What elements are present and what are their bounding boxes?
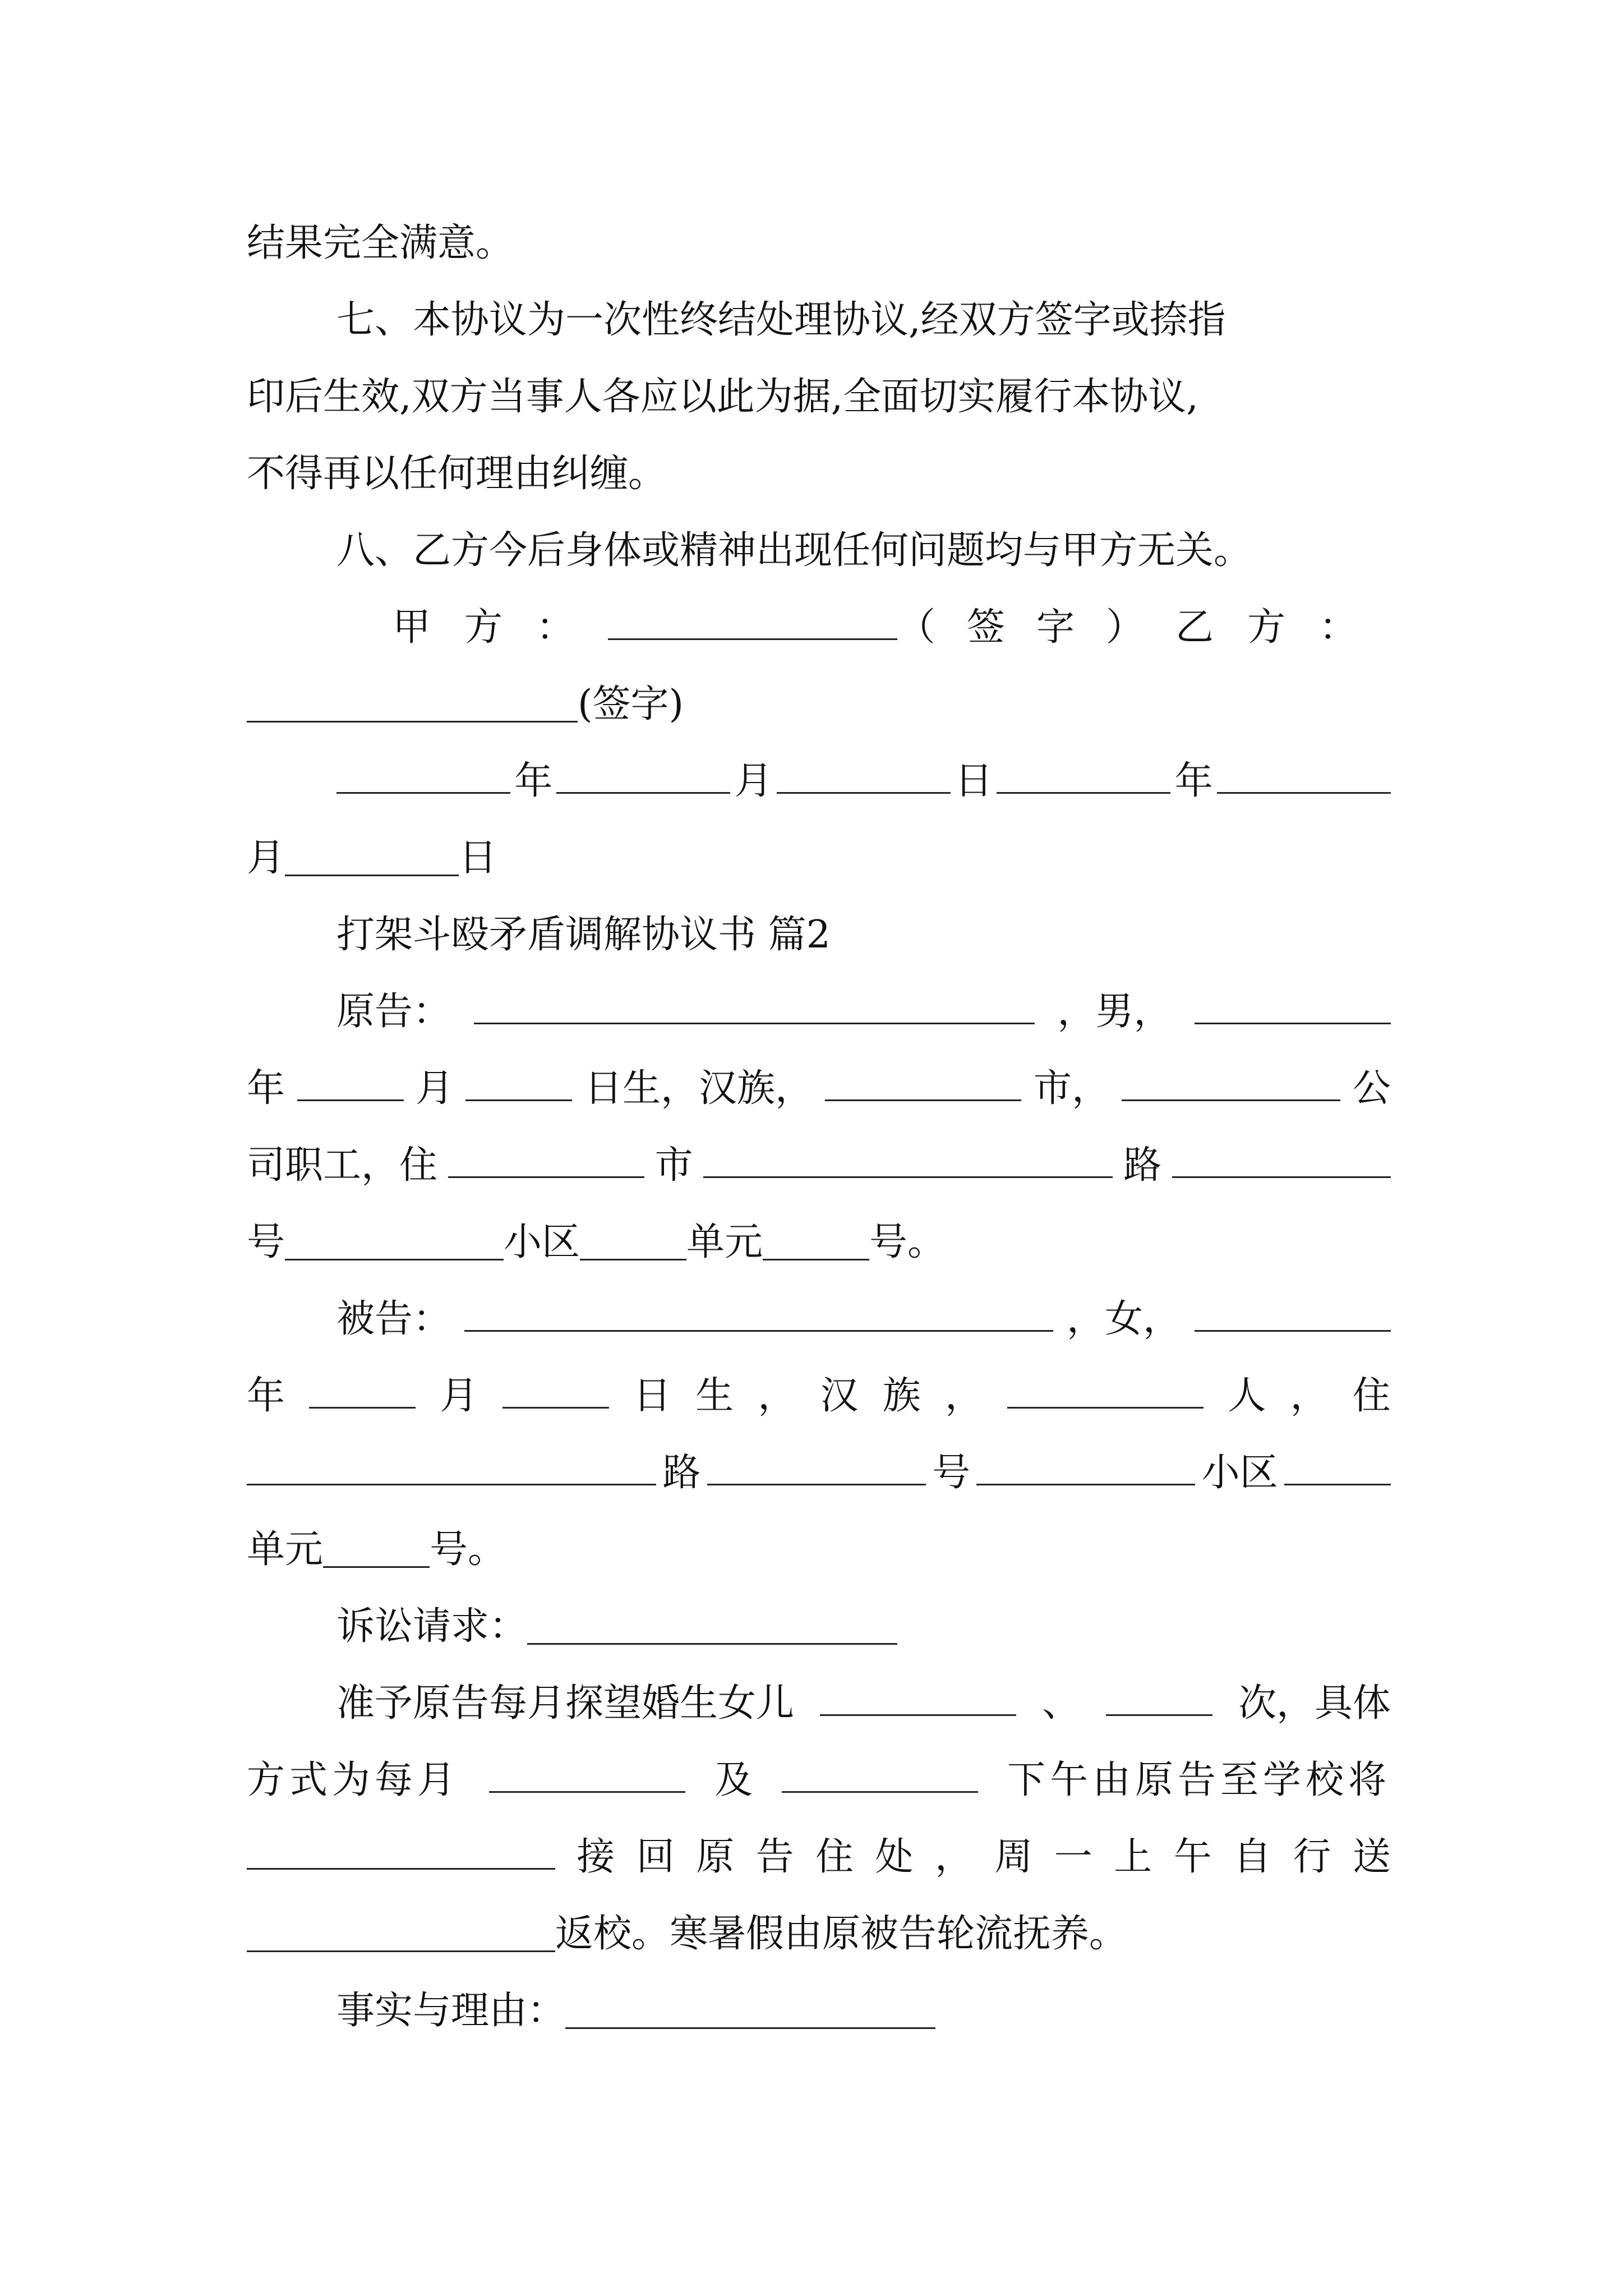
- defendant-label: 被告：: [336, 1297, 451, 1341]
- road-label: 路: [662, 1451, 701, 1495]
- claims-char: 自: [1233, 1835, 1272, 1879]
- claims-text: 返校。寒暑假由原被告轮流抚养。: [555, 1912, 1128, 1956]
- native-label: 人: [1228, 1374, 1266, 1418]
- number-label: 号: [932, 1451, 970, 1495]
- claims-line: [247, 1819, 1391, 1895]
- claims-char: 处: [875, 1835, 914, 1879]
- party-a-signature-blank[interactable]: [608, 606, 897, 640]
- defendant-line: [247, 1281, 1391, 1358]
- claims-line: [247, 1588, 1481, 1665]
- plaintiff-name-blank[interactable]: [474, 991, 1035, 1024]
- birth-text: 族: [882, 1374, 921, 1418]
- company-label: 公: [1352, 1066, 1391, 1111]
- claims-label: 诉讼请求：: [336, 1604, 528, 1649]
- plaintiff-line: [247, 1204, 1391, 1281]
- claims-line: [247, 1895, 1391, 1972]
- birth-text: ，: [758, 1374, 796, 1418]
- daughter-name-blank[interactable]: [820, 1682, 1016, 1716]
- plaintiff-line: [247, 1127, 1391, 1204]
- plaintiff-label: 原告：: [336, 990, 451, 1034]
- facts-line: [247, 1972, 1481, 2049]
- facts-blank[interactable]: [565, 1995, 935, 2029]
- day-blank[interactable]: [285, 843, 459, 876]
- unit-label: 单元: [686, 1220, 763, 1264]
- visit-count-blank[interactable]: [1106, 1682, 1212, 1716]
- room-blank[interactable]: [323, 1534, 430, 1568]
- clause-seven-line: 七、本协议为一次性终结处理协议,经双方签字或捺指: [336, 298, 1226, 342]
- visit-day-blank[interactable]: [782, 1759, 978, 1793]
- room-blank[interactable]: [763, 1227, 869, 1260]
- year-label: 年: [514, 759, 553, 803]
- city-label: 市: [654, 1143, 693, 1188]
- plaintiff-gender: ，男，: [1057, 990, 1172, 1034]
- month-blank[interactable]: [1217, 760, 1391, 794]
- paragraph-line: 不得再以任何理由纠缠。: [247, 452, 667, 496]
- month-label: 月: [734, 759, 773, 803]
- year-label: 年: [247, 1374, 285, 1418]
- claims-char: ，: [934, 1835, 973, 1879]
- company-blank[interactable]: [1122, 1068, 1340, 1101]
- birth-text: 日: [633, 1374, 671, 1418]
- claims-line: [247, 1742, 1391, 1819]
- sign-label: (签字): [578, 682, 684, 726]
- birth-day-blank[interactable]: [465, 1068, 572, 1101]
- claims-line: [247, 1665, 1391, 1742]
- year-label: 年: [1174, 759, 1213, 803]
- claims-char: 周: [994, 1835, 1033, 1879]
- claims-char: 住: [815, 1835, 854, 1879]
- day-label: 日: [459, 836, 497, 880]
- party-b-signature-blank[interactable]: [247, 689, 578, 723]
- claims-char: 上: [1114, 1835, 1152, 1879]
- defendant-line: [247, 1434, 1391, 1511]
- sign-label: （签字）: [897, 605, 1175, 650]
- road-label: 路: [1123, 1143, 1162, 1188]
- defendant-line: [247, 1358, 1391, 1434]
- unit-label: 单元: [247, 1527, 324, 1572]
- number-blank[interactable]: [707, 1452, 926, 1485]
- defendant-line: [247, 1511, 1391, 1588]
- birth-month-blank[interactable]: [297, 1068, 404, 1101]
- birth-suffix: 日生，汉族，: [584, 1066, 813, 1111]
- claims-char: 回: [636, 1835, 675, 1879]
- date-line: [247, 820, 1391, 896]
- plaintiff-line: [247, 973, 1391, 1050]
- section-title: 打架斗殴矛盾调解协议书 篇2: [336, 913, 831, 957]
- unit-blank[interactable]: [1284, 1452, 1391, 1485]
- return-blank[interactable]: [247, 1918, 555, 1952]
- visit-day-blank[interactable]: [489, 1759, 685, 1793]
- month-label: 月: [415, 1066, 454, 1111]
- claims-blank[interactable]: [527, 1611, 897, 1645]
- claims-char: 送: [1352, 1835, 1391, 1879]
- signature-line: [247, 666, 1391, 743]
- pickup-blank[interactable]: [247, 1836, 555, 1870]
- community-label: 小区: [504, 1220, 580, 1264]
- city-label: 市，: [1033, 1066, 1110, 1111]
- day-label: 日: [955, 759, 993, 803]
- road-blank[interactable]: [247, 1452, 656, 1485]
- defendant-gender: ，女，: [1066, 1297, 1181, 1341]
- month-label: 月: [440, 1374, 478, 1418]
- birth-text: ，: [944, 1374, 983, 1418]
- unit-blank[interactable]: [580, 1227, 686, 1260]
- claims-text: 次，具体: [1238, 1681, 1391, 1726]
- claims-text: 下午由原告至学校将: [1007, 1758, 1391, 1802]
- separator: 、: [1041, 1681, 1080, 1726]
- day-blank[interactable]: [777, 760, 951, 794]
- plaintiff-line: [247, 1050, 1391, 1127]
- paragraph-line: 结果完全满意。: [247, 221, 514, 265]
- claims-char: 原: [696, 1835, 735, 1879]
- room-label: 号。: [430, 1527, 506, 1572]
- month-label: 月: [247, 836, 285, 880]
- party-a-label: 甲方：: [393, 605, 608, 650]
- defendant-name-blank[interactable]: [464, 1298, 1053, 1332]
- birth-day-blank[interactable]: [502, 1375, 609, 1409]
- community-blank[interactable]: [285, 1227, 504, 1260]
- clause-eight-line: 八、乙方今后身体或精神出现任何问题均与甲方无关。: [336, 528, 1252, 573]
- number-blank[interactable]: [1172, 1144, 1391, 1178]
- residence-label: 住: [1352, 1374, 1391, 1418]
- claims-text: 准予原告每月探望婚生女儿: [336, 1681, 795, 1726]
- room-label: 号。: [869, 1220, 946, 1264]
- paragraph-line: 印后生效,双方当事人各应以此为据,全面切实履行本协议,: [247, 375, 1198, 419]
- birth-text: 生: [695, 1374, 734, 1418]
- company-cont: 司职工，住: [247, 1143, 438, 1188]
- claims-char: 行: [1293, 1835, 1331, 1879]
- birth-year-blank[interactable]: [1195, 1298, 1391, 1332]
- year-blank[interactable]: [336, 760, 510, 794]
- community-label: 小区: [1201, 1451, 1278, 1495]
- claims-char: 告: [755, 1835, 794, 1879]
- year-label: 年: [247, 1066, 285, 1111]
- claims-text: 方式为每月: [247, 1758, 460, 1802]
- birth-month-blank[interactable]: [309, 1375, 416, 1409]
- claims-char: 接: [577, 1835, 615, 1879]
- community-blank[interactable]: [976, 1452, 1195, 1485]
- birth-year-blank[interactable]: [1195, 991, 1391, 1024]
- road-blank[interactable]: [703, 1144, 1113, 1178]
- birth-text: 汉: [820, 1374, 859, 1418]
- claims-char: 午: [1173, 1835, 1212, 1879]
- party-b-label: 乙方：: [1175, 605, 1391, 650]
- year-blank[interactable]: [997, 760, 1170, 794]
- date-line: [247, 743, 1391, 820]
- residence-city-blank[interactable]: [448, 1144, 644, 1178]
- comma: ，: [1290, 1374, 1329, 1418]
- native-place-blank[interactable]: [1007, 1375, 1204, 1409]
- facts-label: 事实与理由：: [336, 1989, 566, 2033]
- signature-line: [247, 589, 1391, 666]
- claims-char: 一: [1054, 1835, 1092, 1879]
- number-label: 号: [247, 1220, 285, 1264]
- month-blank[interactable]: [556, 760, 730, 794]
- and-label: 及: [714, 1758, 753, 1802]
- city-blank[interactable]: [825, 1068, 1021, 1101]
